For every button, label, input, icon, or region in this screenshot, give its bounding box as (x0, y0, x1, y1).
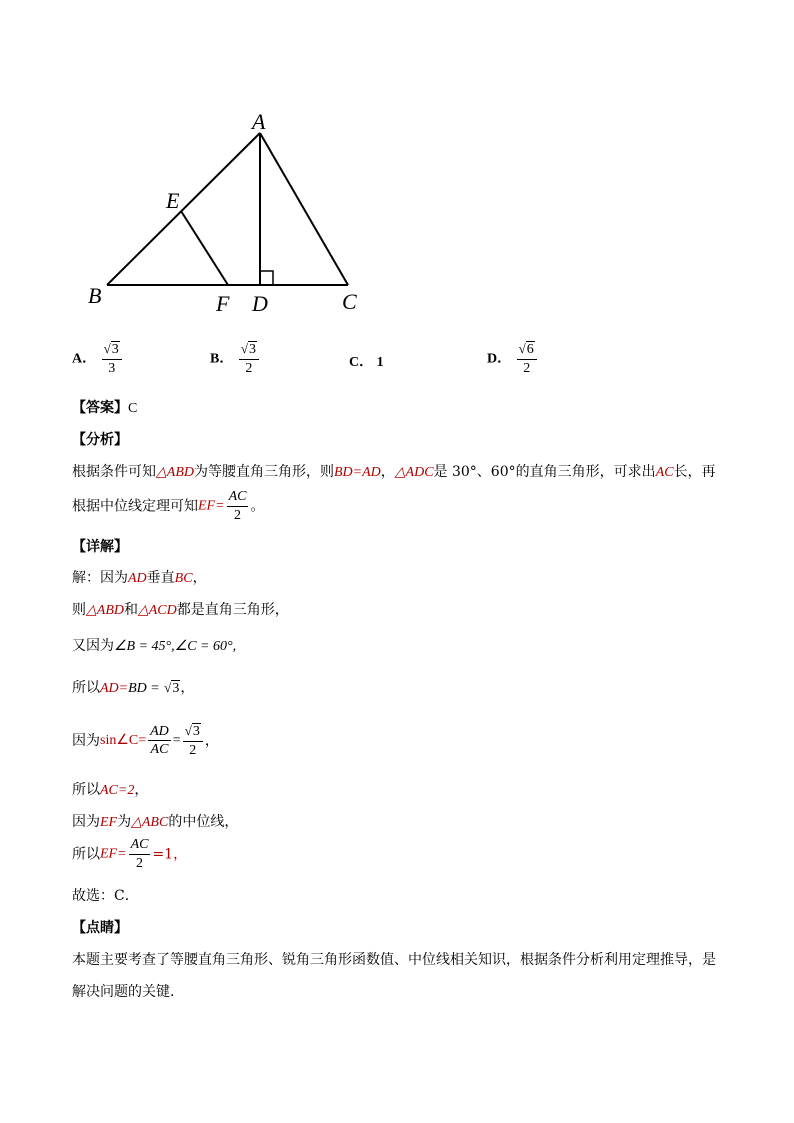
label-f: F (216, 291, 230, 316)
option-fraction: $\frac{√6}{2}$ (517, 342, 537, 376)
answer-label: 【答案】 (72, 400, 128, 416)
option-letter: C． (349, 355, 374, 370)
side-ac (260, 133, 348, 285)
fraction-sqrt3-over-2: $\frac{√3}{2}$ (183, 724, 203, 758)
segment-ef (181, 211, 228, 285)
detail-step-1: 解：因为AD垂直BC， (72, 570, 207, 586)
detail-step-5: 因为sin∠C= $\frac{AD}{AC}$ = $\frac{√3}{2}$ ， (72, 723, 219, 758)
right-angle-mark (260, 271, 273, 285)
option-letter: B． (210, 351, 234, 367)
comment-heading: 【点睛】 (72, 920, 128, 936)
detail-step-9: 故选：C． (72, 888, 139, 904)
fraction-ad-over-ac: $\frac{AD}{AC}$ (150, 723, 169, 758)
fraction-ac-over-2: $\frac{AC}{2}$ (228, 489, 247, 523)
option-b[interactable] (210, 342, 261, 376)
answer-value: C (128, 401, 138, 416)
label-c: C (342, 289, 357, 314)
option-d[interactable] (487, 342, 539, 376)
detail-heading: 【详解】 (72, 539, 128, 555)
detail-step-2: 则△ABD和△ACD都是直角三角形， (72, 602, 289, 618)
analysis-line-2: 根据中位线定理可知EF= $\frac{AC}{2}$ 。 (72, 489, 265, 523)
label-b: B (88, 283, 102, 308)
label-a: A (252, 109, 266, 134)
option-letter: A． (72, 351, 97, 367)
option-letter: D． (487, 351, 512, 367)
detail-step-4: 所以AD=BD = √3， (72, 680, 195, 696)
option-a[interactable] (72, 342, 124, 376)
detail-step-3: 又因为∠B = 45°,∠C = 60°, (72, 638, 237, 654)
detail-step-7: 因为EF为△ABC的中位线， (72, 814, 239, 830)
side-ab (107, 133, 260, 285)
triangle-figure (80, 105, 380, 325)
label-e: E (166, 188, 180, 213)
answer-line (72, 398, 137, 419)
detail-step-6: 所以AC=2， (72, 782, 149, 798)
option-fraction: $\frac{√3}{2}$ (239, 342, 259, 376)
option-c[interactable] (349, 351, 384, 371)
detail-step-8: 所以EF= $\frac{AC}{2}$ =1， (72, 837, 188, 871)
label-d: D (252, 291, 268, 316)
analysis-heading: 【分析】 (72, 432, 128, 448)
analysis-line-1: 根据条件可知△ABD为等腰直角三角形，则BD=AD，△ADC是 30°、60°的直角三角形，可求出AC长，再 (72, 464, 716, 480)
option-value: 1 (376, 355, 384, 370)
comment-line-2: 解决问题的关键． (72, 984, 184, 1000)
option-fraction: $\frac{√3}{3}$ (102, 342, 122, 376)
comment-line-1: 本题主要考查了等腰直角三角形、锐角三角形函数值、中位线相关知识，根据条件分析利用定理推导，是 (72, 952, 716, 968)
fraction-ac-over-2: $\frac{AC}{2}$ (130, 837, 149, 871)
